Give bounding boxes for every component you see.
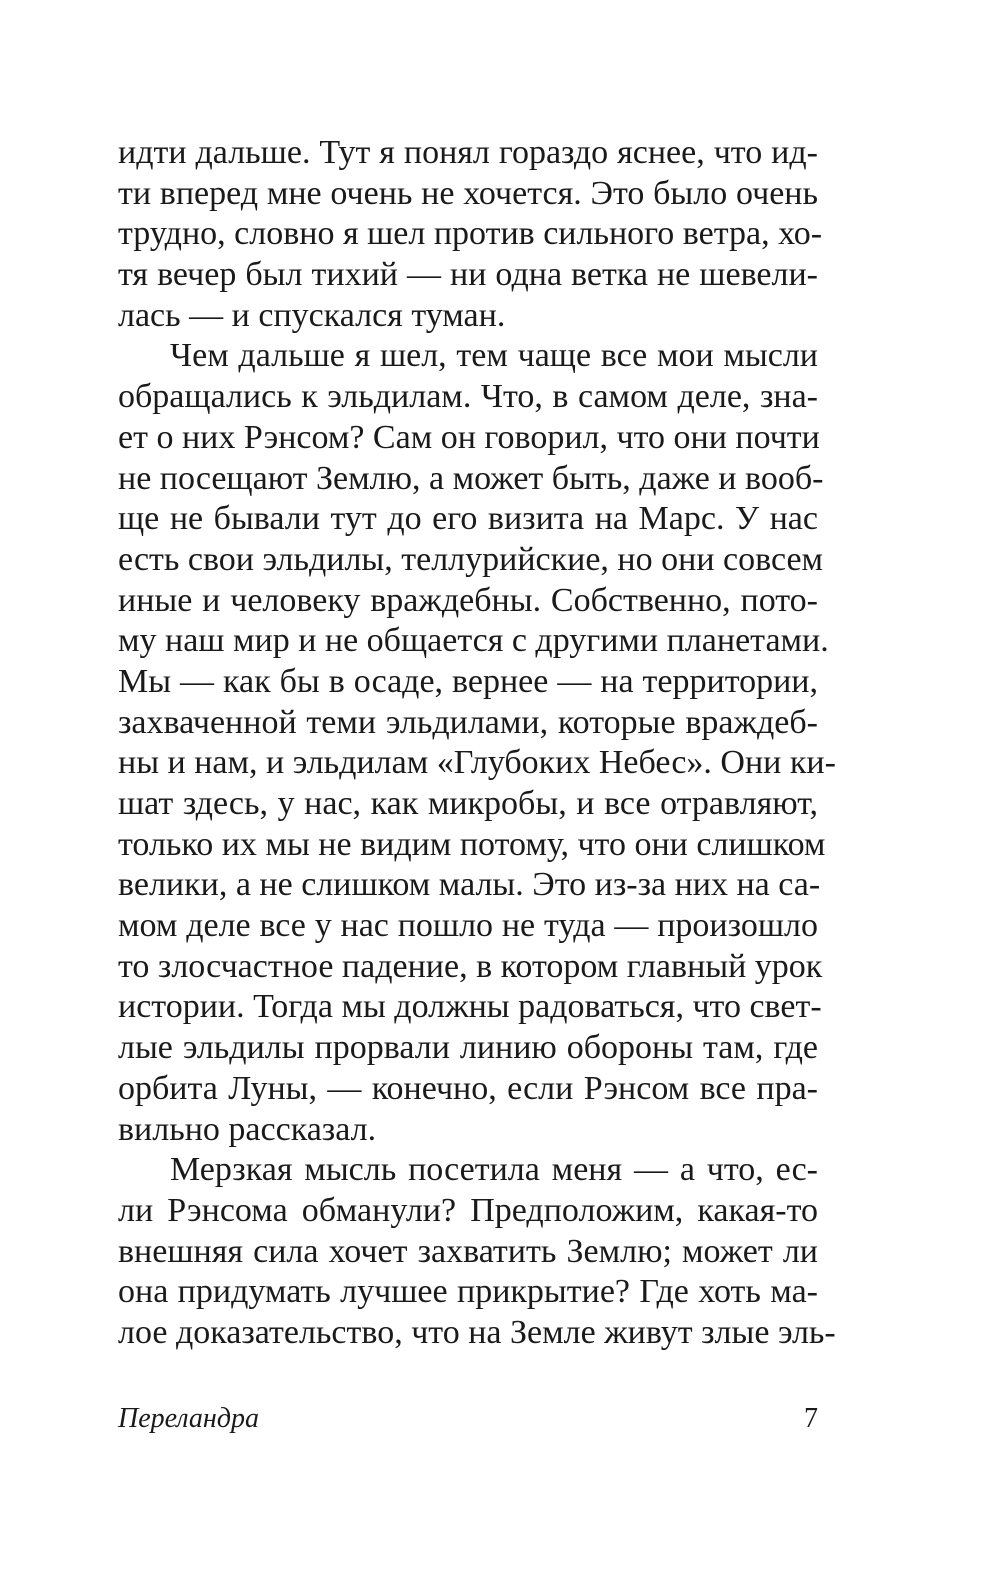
text-line: орбита Луны, — конечно, если Рэнсом все пра- (118, 1069, 818, 1107)
text-line: ны и нам, и эльдилам «Глубоких Небес». Они ки- (118, 744, 836, 782)
paragraph-2 (118, 336, 836, 1150)
paragraph-1 (118, 133, 823, 336)
text-line: Мерзкая мысль посетила меня — а что, ес- (170, 1151, 818, 1189)
text-line: тя вечер был тихий — ни одна ветка не шевели- (118, 256, 818, 294)
text-line: велики, а не слишком малы. Это из-за них на са- (118, 866, 821, 904)
text-line: обращались к эльдилам. Что, в самом деле, зна- (118, 378, 818, 416)
text-line: она придумать лучшее прикрытие? Где хоть ма- (118, 1273, 818, 1311)
text-line: внешняя сила хочет захватить Землю; может ли (118, 1232, 818, 1270)
text-line: не посещают Землю, а может быть, даже и вооб- (118, 459, 824, 497)
text-line: му наш мир и не общается с другими планетами. (118, 622, 829, 660)
text-line: шат здесь, у нас, как микробы, и все отравляют, (118, 785, 818, 822)
body-text (118, 133, 836, 1354)
text-line: лое доказательство, что на Земле живут злые эль- (118, 1313, 836, 1351)
text-line: ще не бывали тут до его визита на Марс. У нас (118, 500, 818, 538)
page-footer (118, 1403, 818, 1443)
paragraph-3 (118, 1150, 836, 1353)
text-line: захваченной теми эльдилами, которые враждеб- (118, 703, 818, 741)
text-line: лась — и спускался туман. (118, 296, 506, 334)
text-line: Мы — как бы в осаде, вернее — на территории, (118, 662, 818, 700)
text-line: есть свои эльдилы, теллурийские, но они совсем (118, 540, 824, 578)
text-line: только их мы не видим потому, что они слишком (118, 825, 826, 863)
running-title: Переландра (118, 1403, 259, 1434)
text-line: истории. Тогда мы должны радоваться, что свет- (118, 988, 822, 1026)
text-line: то злосчастное падение, в котором главный урок (118, 947, 823, 985)
text-line: ли Рэнсома обманули? Предположим, какая-то (118, 1191, 818, 1229)
text-line: Чем дальше я шел, тем чаще все мои мысли (170, 337, 818, 375)
text-line: иные и человеку враждебны. Собственно, пото- (118, 581, 818, 619)
text-line: ти вперед мне очень не хочется. Это было очень (118, 174, 818, 212)
text-line: вильно рассказал. (118, 1110, 377, 1148)
text-line: мом деле все у нас пошло не туда — произошло (118, 907, 818, 945)
text-line: ет о них Рэнсом? Сам он говорил, что они почти (118, 418, 820, 456)
page-number: 7 (804, 1403, 818, 1434)
text-line: трудно, словно я шел против сильного ветра, хо- (118, 215, 823, 253)
text-line: лые эльдилы прорвали линию обороны там, где (118, 1029, 818, 1067)
text-line: идти дальше. Тут я понял гораздо яснее, что ид- (118, 134, 818, 171)
